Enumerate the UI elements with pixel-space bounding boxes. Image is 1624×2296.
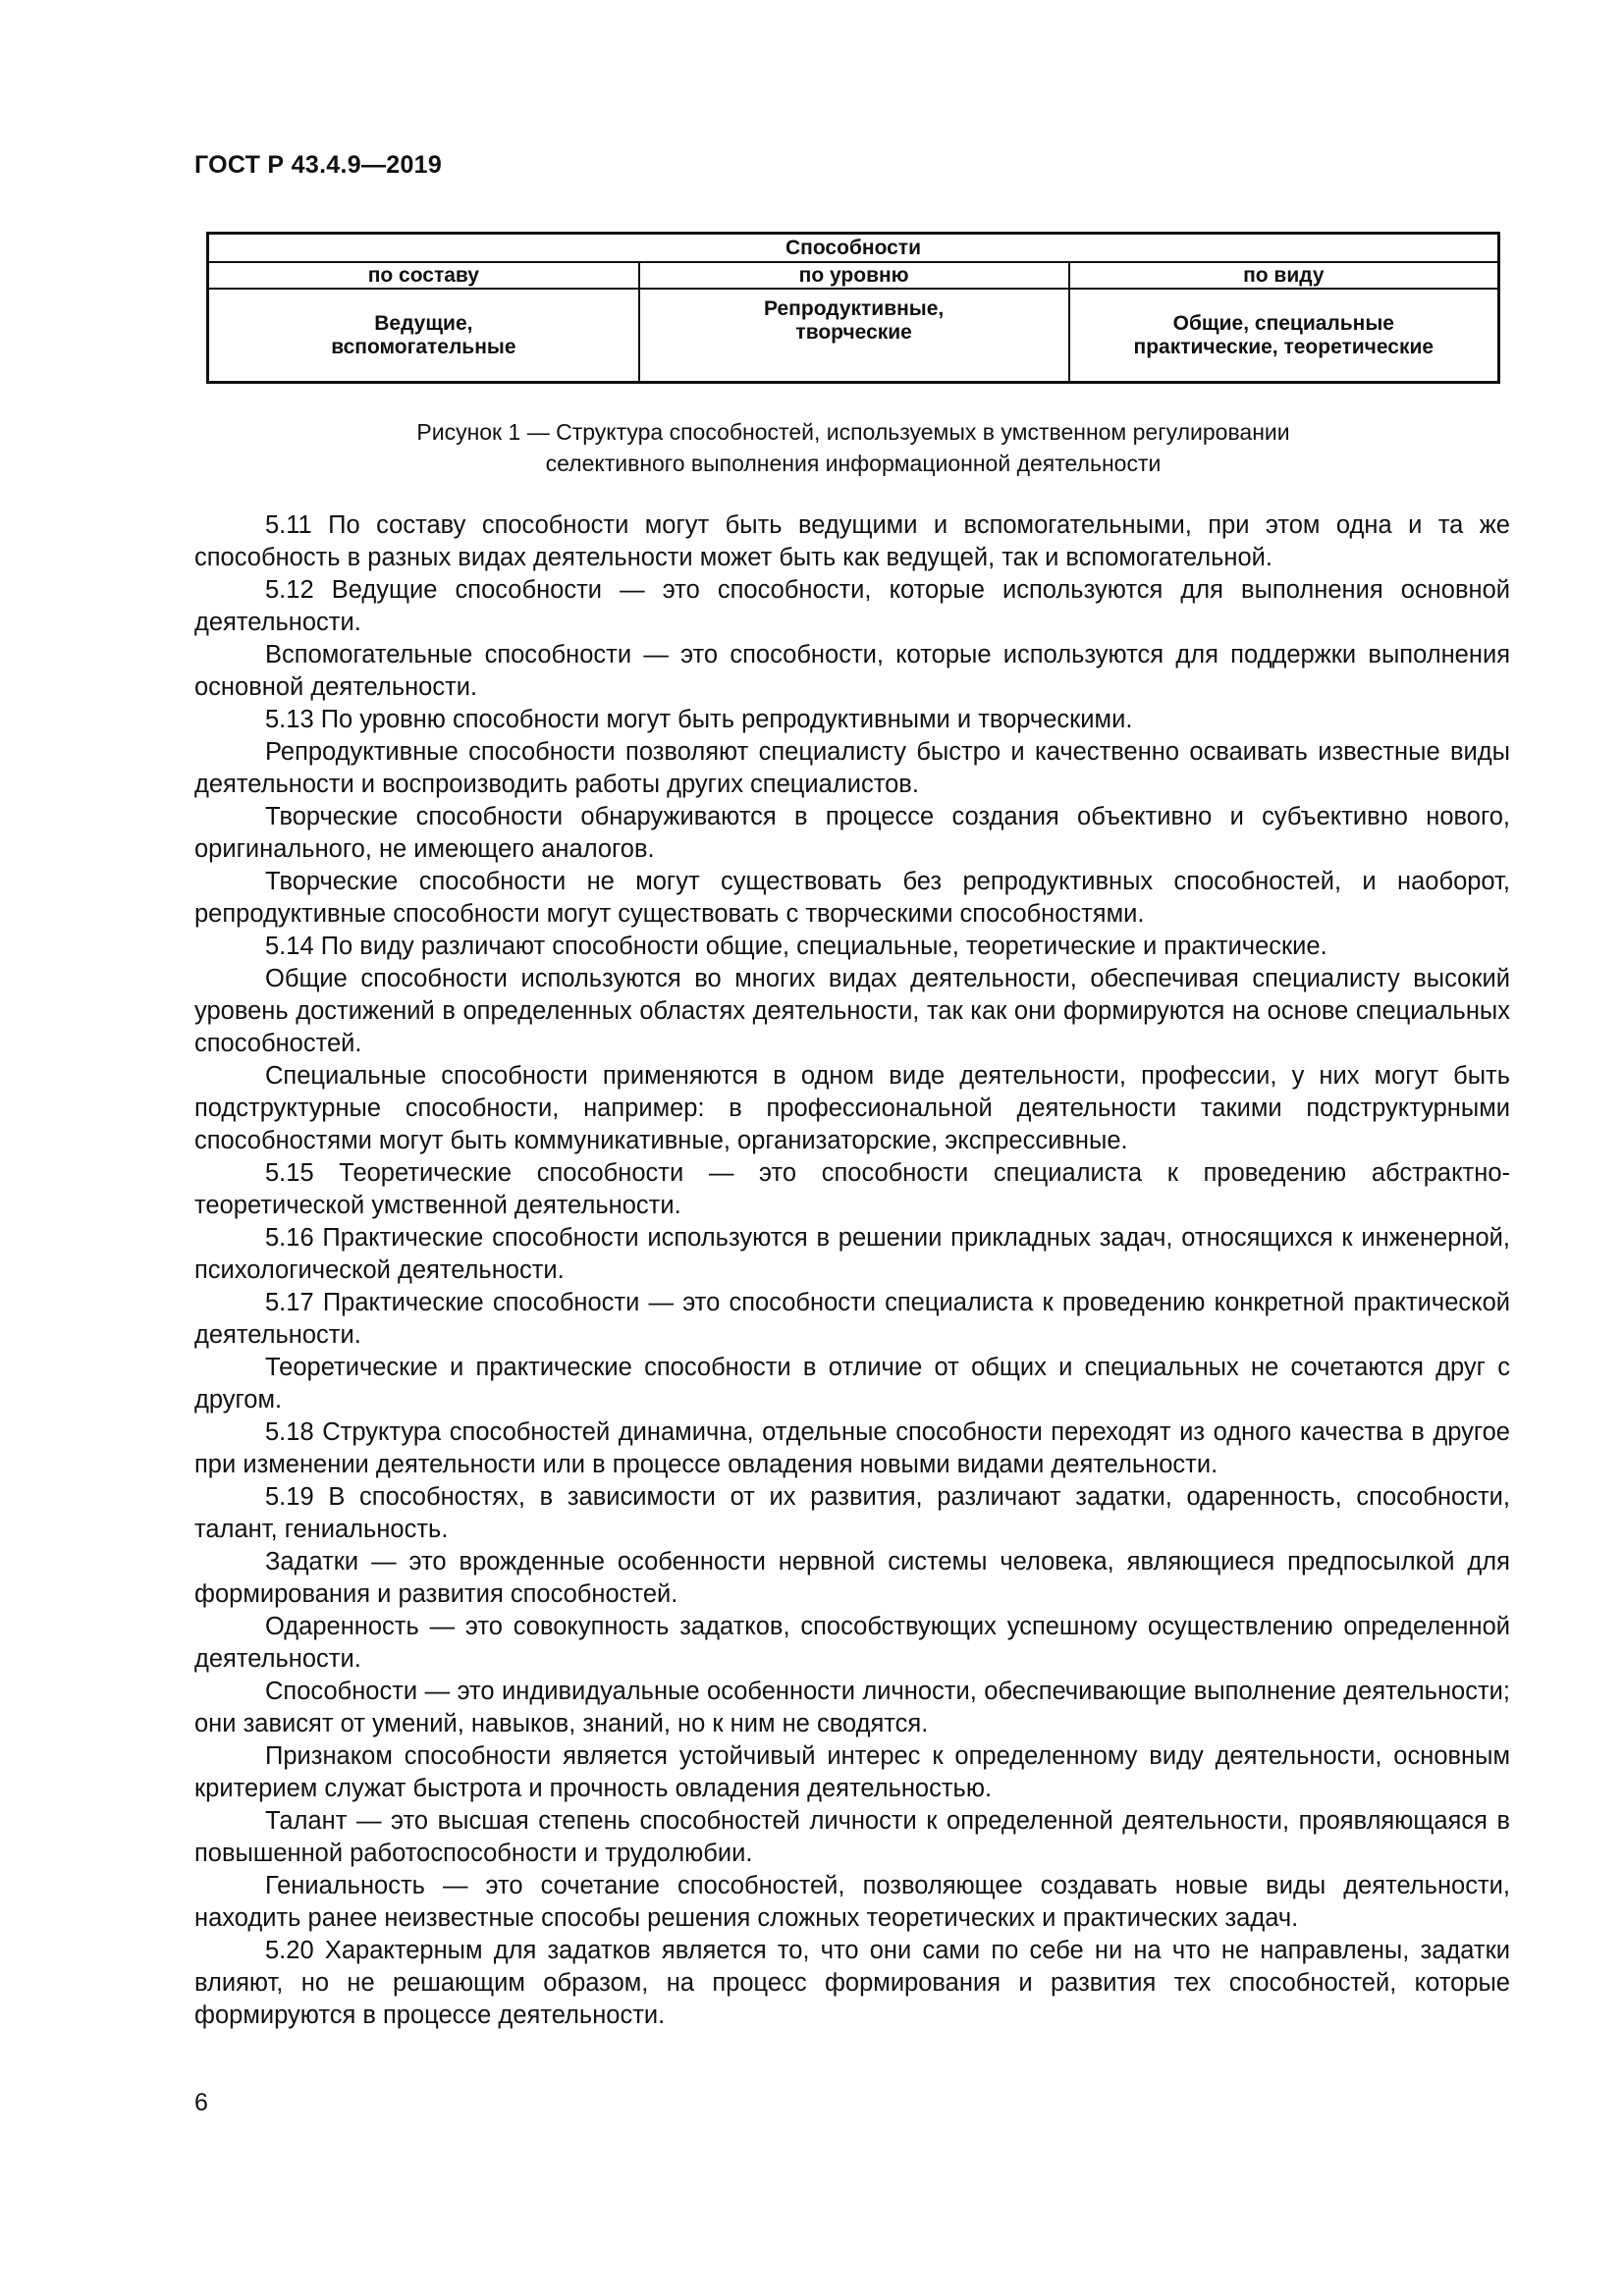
body-text <box>194 509 1510 2032</box>
paragraph: Общие способности используются во многих видах деятельности, обеспечивая специалисту высокий уровень достижений в определенных областях деятельности, так как они формируются на основе специальных способностей. <box>194 965 1510 1057</box>
table-cell-level <box>639 289 1069 383</box>
paragraph: Признаком способности является устойчивый интерес к определенному виду деятельности, основным критерием служат быстрота и прочность овладения деятельностью. <box>194 1742 1510 1802</box>
caption-line: селективного выполнения информационной деятельности <box>545 451 1162 476</box>
paragraph: Талант — это высшая степень способностей личности к определенной деятельности, проявляющаяся в повышенной работоспособности и трудолюбии. <box>194 1807 1510 1867</box>
column-header-composition: по составу <box>208 262 639 289</box>
paragraph: 5.20 Характерным для задатков является то, что они сами по себе ни на что не направлены, задатки влияют, но не решающим образом, на процесс формирования и развития тех способностей, которые формируются в процессе деятельности. <box>194 1937 1510 2029</box>
table-cell-composition <box>208 289 639 383</box>
paragraph: 5.17 Практические способности — это способности специалиста к проведению конкретной практической деятельности. <box>194 1289 1510 1349</box>
paragraph: 5.16 Практические способности используются в решении прикладных задач, относящихся к инженерной, психологической деятельности. <box>194 1224 1510 1284</box>
paragraph: Гениальность — это сочетание способностей, позволяющее создавать новые виды деятельности, находить ранее неизвестные способы решения сложных теоретических и практических задач. <box>194 1872 1510 1932</box>
cell-line: Репродуктивные, <box>764 297 945 320</box>
table-cell-type <box>1069 289 1499 383</box>
abilities-structure-table <box>206 232 1500 384</box>
cell-line: вспомогательные <box>331 335 516 358</box>
paragraph: 5.12 Ведущие способности — это способности, которые используются для выполнения основной деятельности. <box>194 576 1510 636</box>
paragraph: Вспомогательные способности — это способности, которые используются для поддержки выполнения основной деятельности. <box>194 641 1510 701</box>
cell-line: практические, теоретические <box>1133 335 1435 358</box>
cell-line: Общие, специальные <box>1172 311 1394 335</box>
paragraph: 5.18 Структура способностей динамична, отдельные способности переходят из одного качества в другое при изменении деятельности или в процессе овладения новыми видами деятельности. <box>194 1418 1510 1478</box>
paragraph: 5.11 По составу способности могут быть ведущими и вспомогательными, при этом одна и та же способность в разных видах деятельности может быть как ведущей, так и вспомогательной. <box>194 511 1510 571</box>
paragraph: 5.13 По уровню способности могут быть репродуктивными и творческими. <box>265 706 1133 733</box>
paragraph: Творческие способности не могут существовать без репродуктивных способностей, и наоборот, репродуктивные способности могут существовать с творческими способностями. <box>194 868 1510 928</box>
paragraph: Специальные способности применяются в одном виде деятельности, профессии, у них могут быть подструктурные способности, например: в профессиональной деятельности такими подструктурными способностями могут быть коммуникативные, организаторские, экспрессивные. <box>194 1062 1510 1154</box>
paragraph: Творческие способности обнаруживаются в процессе создания объективно и субъективно нового, оригинального, не имеющего аналогов. <box>194 803 1510 863</box>
paragraph: Задатки — это врожденные особенности нервной системы человека, являющиеся предпосылкой для формирования и развития способностей. <box>194 1548 1510 1608</box>
figure-caption <box>196 416 1510 479</box>
paragraph: 5.14 По виду различают способности общие, специальные, теоретические и практические. <box>265 933 1327 960</box>
page-number: 6 <box>194 2089 208 2116</box>
cell-line: Ведущие, <box>374 311 473 335</box>
paragraph: Способности — это индивидуальные особенности личности, обеспечивающие выполнение деятельности; они зависят от умений, навыков, знаний, но к ним не сводятся. <box>194 1678 1510 1737</box>
caption-line: Рисунок 1 — Структура способностей, используемых в умственном регулировании <box>416 419 1290 445</box>
table-title: Способности <box>208 234 1499 263</box>
paragraph: Одаренность — это совокупность задатков, способствующих успешному осуществлению определенной деятельности. <box>194 1613 1510 1673</box>
paragraph: 5.15 Теоретические способности — это способности специалиста к проведению абстрактно-теоретической умственной деятельности. <box>194 1159 1510 1219</box>
cell-line: творческие <box>795 321 912 344</box>
paragraph: Теоретические и практические способности в отличие от общих и специальных не сочетаются друг с другом. <box>194 1354 1510 1414</box>
column-header-level: по уровню <box>639 262 1069 289</box>
document-code-header: ГОСТ Р 43.4.9—2019 <box>194 151 443 179</box>
paragraph: 5.19 В способностях, в зависимости от их развития, различают задатки, одаренность, способности, талант, гениальность. <box>194 1483 1510 1543</box>
column-header-type: по виду <box>1069 262 1499 289</box>
paragraph: Репродуктивные способности позволяют специалисту быстро и качественно осваивать известные виды деятельности и воспроизводить работы других специалистов. <box>194 738 1510 798</box>
